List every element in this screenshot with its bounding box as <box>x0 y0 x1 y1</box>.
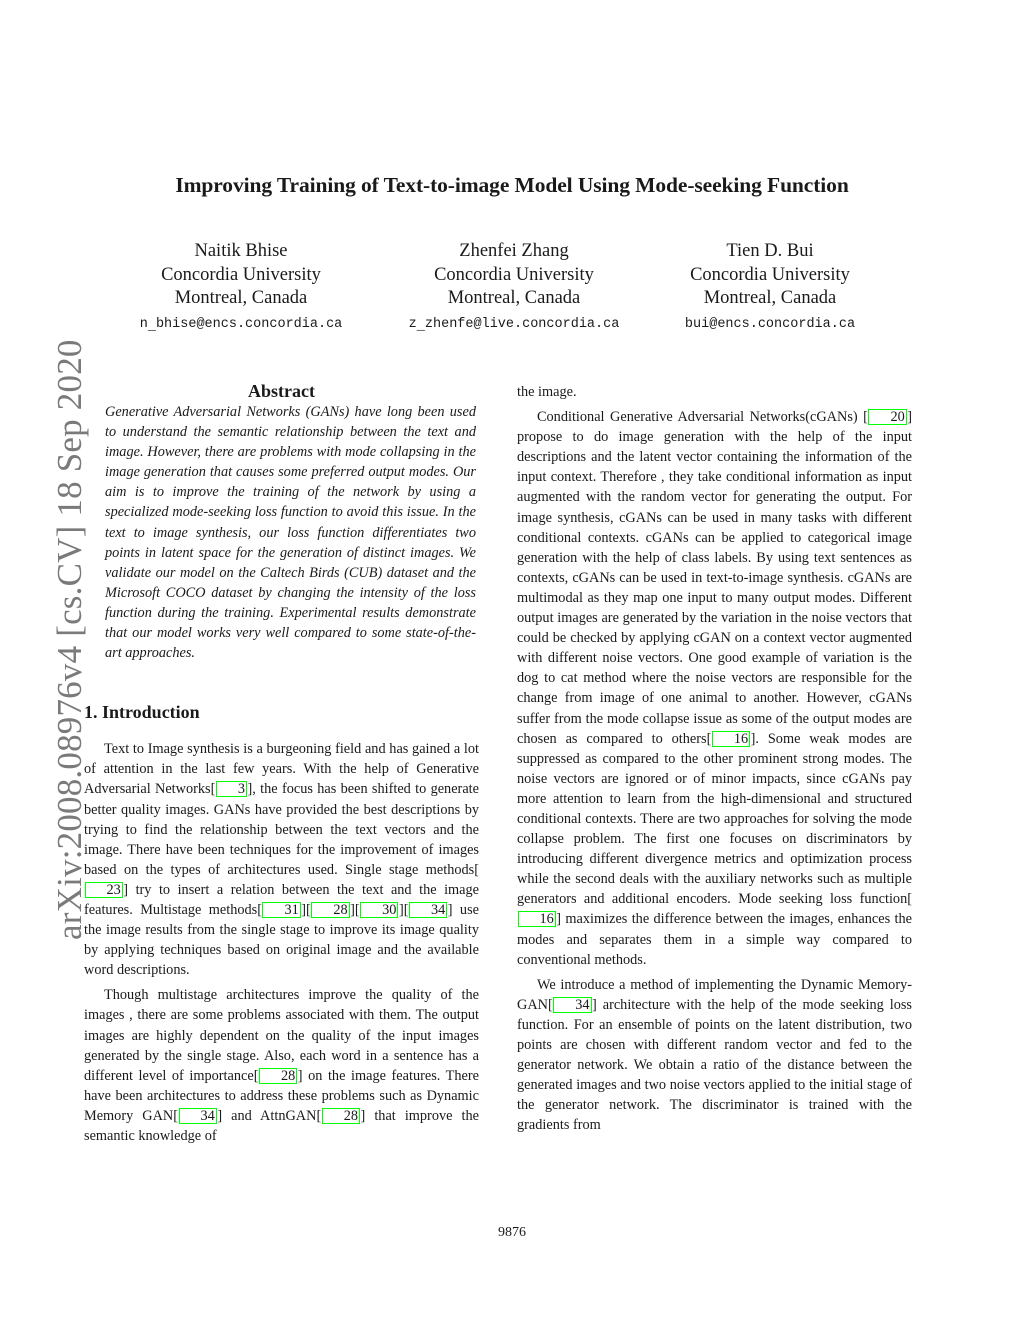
citation-link[interactable]: 16 <box>518 911 556 927</box>
author-affiliation: Concordia University <box>434 264 594 285</box>
citation-link[interactable]: 28 <box>311 902 349 918</box>
abstract-heading: Abstract <box>248 381 315 401</box>
citation-link[interactable]: 23 <box>85 882 123 898</box>
paragraph-cgans: Conditional Generative Adversarial Networks(cGANs) [ 20 ] propose to do image generation with the help of the input descriptions and the latent vector containing the information of the input context. Therefore , they take conditional information as input augmented with the random vector for generating the output. For image synthesis, cGANs can be used in many tasks with different conditional contexts. cGANs can be applied to categorical image generation with the help of class labels. By using text sentences as contexts, cGANs can be used in text-to-image synthesis. cGANs are multimodal as they map one input to many output modes. Different output images are generated by the variation in the noise vectors that could be checked by applying cGAN on a context vector augmented with different noise vectors. One good example of variation is the dog to cat method where the noise vectors are responsible for the change from image of one animal to another. However, cGANs suffer from the mode collapse issue as some of the output modes are chosen as compared to others[ 16 ]. Some weak modes are suppressed as compared to the other prominent strong modes. The noise vectors are ignored or of minor impacts, since cGANs pay more attention to learn from the high-dimensional and structured conditional contexts. There are two approaches for solving the mode collapse problem. The first one focuses on discriminators by introducing different divergence metrics and optimization process while the second deals with the auxiliary networks such as multiple generators and additional encoders. Mode seeking loss function[16 ] maximizes the difference between the images, enhances the modes and separates them in a simple way compared to conventional methods. <box>517 409 912 968</box>
author-location: Montreal, Canada <box>447 288 581 308</box>
citation-link[interactable]: 3 <box>216 781 247 797</box>
paragraph-method: We introduce a method of implementing the Dynamic Memory-GAN[ 34 ] architecture with the help of the mode seeking loss function. For an ensemble of points on the latent distribution, two points are chosen with different random vector and fed to the generator network. We obtain a ratio of the distance between the generated images and two noise vectors applied to the initial stage of the generator network. The discriminator is trained with the gradients from <box>517 976 912 1134</box>
arxiv-identifier: arXiv:2008.08976v4 [cs.CV] 18 Sep 2020 <box>50 339 89 940</box>
author-name: Tien D. Bui <box>726 241 814 261</box>
section-heading-introduction: 1. Introduction <box>84 702 200 723</box>
author-location: Montreal, Canada <box>174 288 308 308</box>
author-affiliation: Concordia University <box>690 264 850 285</box>
citation-link[interactable]: 30 <box>360 902 398 918</box>
citation-link[interactable]: 34 <box>553 997 591 1013</box>
page-number: 9876 <box>498 1225 526 1240</box>
abstract-text: Generative Adversarial Networks (GANs) have long been used to understand the semantic relationship between the text and image. However, there are problems with mode collapsing in the image generation that causes some preferred output modes. Our aim is to improve the training of the network by using a specialized mode-seeking loss function to avoid this issue. In the text to image synthesis, our loss function differentiates two points in latent space for the generation of distinct images. We validate our model on the Caltech Birds (CUB) dataset and the Microsoft COCO dataset by changing the intensity of the loss function during the training. Experimental results demonstrate that our model works very well compared to some state-of-the-art approaches. <box>105 404 476 662</box>
author-email[interactable]: z_zhenfe@live.concordia.ca <box>408 316 620 334</box>
author-location: Montreal, Canada <box>703 288 837 308</box>
right-column <box>517 382 912 1135</box>
citation-link[interactable]: 34 <box>179 1108 217 1124</box>
citation-link[interactable]: 31 <box>262 902 300 918</box>
paper-title: Improving Training of Text-to-image Model Using Mode-seeking Function <box>175 173 849 197</box>
citation-link[interactable]: 34 <box>409 902 447 918</box>
author-email[interactable]: bui@encs.concordia.ca <box>684 316 856 332</box>
intro-paragraph-1: Text to Image synthesis is a burgeoning field and has gained a lot of attention in the last few years. With the help of Generative Adversarial Networks[ 3 ], the focus has been shifted to generate better quality images. GANs have provided the best descriptions by trying to find the relationship between the text vectors and the image. There have been techniques for the improvement of images based on the types of architectures used. Single stage methods[23 ] try to insert a relation between the text and the image features. Multistage methods[ 31 ][ 28 ][ 30 ][ 34 ] use the image results from the single stage to improve its image quality by applying techniques based on original image and the available word descriptions. <box>84 741 479 979</box>
author-block <box>111 240 371 337</box>
author-affiliation: Concordia University <box>161 264 321 285</box>
author-block <box>384 240 644 337</box>
author-block <box>640 240 900 335</box>
continued-text: the image. <box>517 384 577 400</box>
citation-link[interactable]: 16 <box>712 731 750 747</box>
citation-link[interactable]: 20 <box>868 409 906 425</box>
left-column <box>84 380 479 1146</box>
author-name: Naitik Bhise <box>194 241 288 261</box>
author-email[interactable]: n_bhise@encs.concordia.ca <box>139 316 343 334</box>
author-name: Zhenfei Zhang <box>459 241 569 261</box>
citation-link[interactable]: 28 <box>322 1108 360 1124</box>
intro-paragraph-2: Though multistage architectures improve the quality of the images , there are some problems associated with them. The output images are highly dependent on the quality of the input images generated by the single stage. Also, each word in a sentence has a different level of importance[ 28 ] on the image features. There have been architectures to address these problems such as Dynamic Memory GAN[ 34 ] and AttnGAN[ 28 ] that improve the semantic knowledge of <box>84 987 479 1144</box>
citation-link[interactable]: 28 <box>259 1068 297 1084</box>
